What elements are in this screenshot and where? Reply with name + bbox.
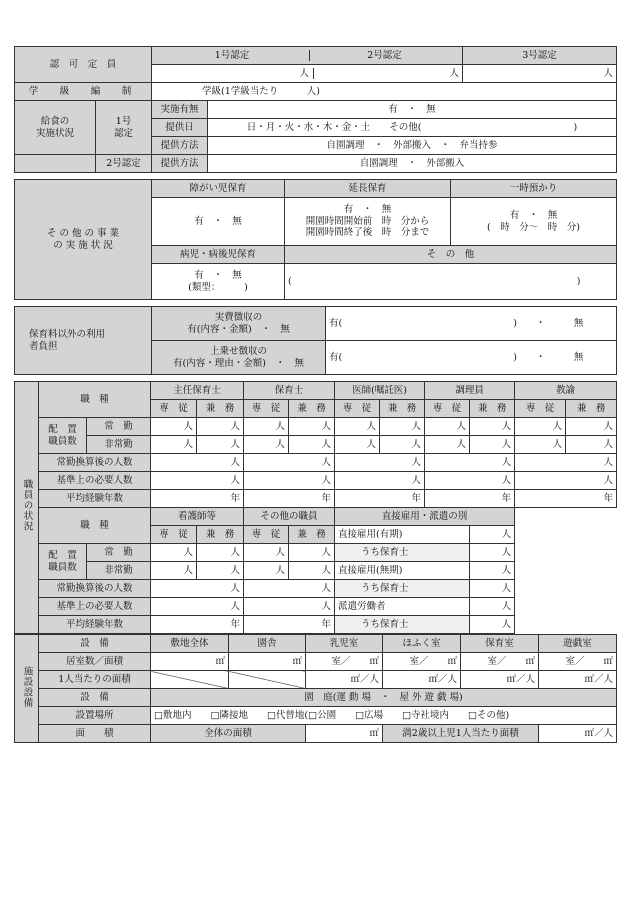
- meal-label: 給食の 実施状況: [15, 101, 96, 155]
- over2-area-label: 満2歳以上児1人当たり面積: [383, 725, 539, 743]
- extended-care-header: 延長保育: [285, 180, 451, 198]
- facility-col-header: 園舎: [229, 635, 306, 653]
- staff-total-unit: 人: [244, 454, 335, 472]
- sick-care-option: 有 ・ 無: [194, 269, 242, 281]
- direct-row-label: 直接雇用(有期): [335, 526, 470, 544]
- staff-total-unit: 人: [335, 454, 425, 472]
- avg-exp-unit: 年: [335, 490, 425, 508]
- dedicated-header: 専 従: [244, 526, 289, 544]
- staff-count-unit: 人: [289, 436, 335, 454]
- concurrent-header: 兼 務: [289, 400, 335, 418]
- other-services-table: [14, 179, 617, 300]
- disability-care-header: 障がい児保育: [152, 180, 285, 198]
- extra-fee-value: 有( ) ・ 無: [326, 341, 617, 375]
- staff-count-unit: 人: [566, 436, 617, 454]
- location-value: □敷地内 □隣接地 □代替地(□公園 □広場 □寺社境内 □その他): [151, 707, 617, 725]
- sick-care-value: [152, 264, 285, 300]
- others-header: そ の 他: [285, 246, 617, 264]
- staff-total-unit: 人: [244, 598, 335, 616]
- staff-total-unit: 人: [244, 472, 335, 490]
- dedicated-header: 専 従: [151, 526, 197, 544]
- staff-total-unit: 人: [515, 472, 617, 490]
- capacity-type2-unit: 人: [313, 68, 459, 80]
- total-area-label: 全体の面積: [151, 725, 306, 743]
- staff-count-unit: 人: [289, 562, 335, 580]
- meal-row-value: 有 ・ 無: [208, 101, 617, 119]
- capacity-type1-label: 1号認定: [214, 49, 250, 61]
- staff-count-unit: 人: [515, 436, 566, 454]
- equipment-label: 設 備: [39, 635, 151, 653]
- room-area-label: 居室数／面積: [39, 653, 151, 671]
- required-label: 基準上の必要人数: [39, 598, 151, 616]
- staff-count-unit: 人: [515, 418, 566, 436]
- capacity-type3-unit: 人: [463, 65, 617, 83]
- diagonal-cell: [229, 671, 306, 689]
- meal-row-label: 提供方法: [152, 137, 208, 155]
- dedicated-header: 専 従: [515, 400, 566, 418]
- building-area-unit: ㎡: [229, 653, 306, 671]
- staff-count-unit: 人: [289, 418, 335, 436]
- diagonal-cell: [151, 671, 229, 689]
- placement-label: 配 置 職員数: [39, 418, 87, 454]
- room-area-value: 室／ ㎡: [461, 653, 539, 671]
- equipment-label: 設 備: [39, 689, 151, 707]
- placement-label: 配 置 職員数: [39, 544, 87, 580]
- over2-area-unit: ㎡／人: [539, 725, 617, 743]
- staff-count-unit: 人: [244, 418, 289, 436]
- staff-count-unit: 人: [151, 418, 197, 436]
- avg-exp-unit: 年: [244, 490, 335, 508]
- room-area-value: 室／ ㎡: [306, 653, 383, 671]
- dedicated-header: 専 従: [425, 400, 470, 418]
- overview-table: [14, 46, 617, 173]
- staff-total-unit: 人: [151, 454, 244, 472]
- direct-row-unit: 人: [470, 580, 515, 598]
- concurrent-header: 兼 務: [470, 400, 515, 418]
- avg-exp-unit: 年: [515, 490, 617, 508]
- per-capita-value: ㎡／人: [539, 671, 617, 689]
- staff-total-unit: 人: [425, 454, 515, 472]
- direct-row-label: 直接雇用(無期): [335, 562, 470, 580]
- meal-row-value: 自園調理 ・ 外部搬入 ・ 弁当持参: [208, 137, 617, 155]
- job-header: その他の職員: [244, 508, 335, 526]
- job-header: 保育士: [244, 382, 335, 400]
- meal-type1-label: 1号 認定: [96, 101, 152, 155]
- facility-col-header: ほふく室: [383, 635, 461, 653]
- temporary-care-header: 一時預かり: [451, 180, 617, 198]
- direct-row-unit: 人: [470, 598, 515, 616]
- staff-count-unit: 人: [425, 436, 470, 454]
- total-area-unit: ㎡: [306, 725, 383, 743]
- concurrent-header: 兼 務: [197, 400, 244, 418]
- staff-count-unit: 人: [470, 418, 515, 436]
- job-type-label: 職 種: [39, 508, 151, 544]
- direct-employment-header: 直接雇用・派遣の別: [335, 508, 515, 526]
- disability-care-value: 有 ・ 無: [152, 198, 285, 246]
- area-label: 面 積: [39, 725, 151, 743]
- class-label: 学 級 編 制: [15, 83, 152, 101]
- direct-row-unit: 人: [470, 544, 515, 562]
- concurrent-header: 兼 務: [380, 400, 425, 418]
- staff-count-unit: 人: [197, 544, 244, 562]
- extended-care-option: 有 ・ 無: [343, 203, 392, 215]
- dedicated-header: 専 従: [151, 400, 197, 418]
- staff-count-unit: 人: [289, 544, 335, 562]
- concurrent-header: 兼 務: [566, 400, 617, 418]
- job-header: 教諭: [515, 382, 617, 400]
- extended-care-value: [285, 198, 451, 246]
- avg-exp-label: 平均経験年数: [39, 616, 151, 634]
- dedicated-header: 専 従: [244, 400, 289, 418]
- temporary-care-value: [451, 198, 617, 246]
- meal-label-cont: [15, 155, 96, 173]
- sick-care-type: (類型： ): [188, 281, 248, 293]
- avg-exp-unit: 年: [425, 490, 515, 508]
- room-area-value: 室／ ㎡: [383, 653, 461, 671]
- part-time-label: 非常勤: [87, 562, 151, 580]
- job-header: 看護師等: [151, 508, 244, 526]
- per-capita-label: 1人当たりの面積: [39, 671, 151, 689]
- concurrent-header: 兼 務: [289, 526, 335, 544]
- fees-table: [14, 306, 617, 375]
- site-area-unit: ㎡: [151, 653, 229, 671]
- fte-label: 常勤換算後の人数: [39, 454, 151, 472]
- per-capita-value: ㎡／人: [461, 671, 539, 689]
- other-services-label: そ の 他 の 事 業 の 実 施 状 況: [15, 180, 152, 300]
- meal-row-label: 提供日: [152, 119, 208, 137]
- part-time-label: 非常勤: [87, 436, 151, 454]
- job-header: 調理員: [425, 382, 515, 400]
- direct-row-label: うち保育士: [335, 544, 470, 562]
- yard-header: 園 庭(運 動 場 ・ 屋 外 遊 戯 場): [151, 689, 617, 707]
- capacity-values: [152, 65, 463, 83]
- per-capita-value: ㎡／人: [383, 671, 461, 689]
- staff-count-unit: 人: [244, 544, 289, 562]
- required-label: 基準上の必要人数: [39, 472, 151, 490]
- avg-exp-unit: 年: [151, 616, 244, 634]
- direct-row-label: うち保育士: [335, 616, 470, 634]
- job-header: 主任保育士: [151, 382, 244, 400]
- temporary-care-hours: ( 時 分〜 時 分): [487, 221, 580, 233]
- staff-total-unit: 人: [335, 472, 425, 490]
- staff-count-unit: 人: [335, 418, 380, 436]
- capacity-type1-header: [152, 47, 463, 65]
- extended-care-end: 開園時間終了後 時 分まで: [305, 227, 430, 239]
- direct-row-label: うち保育士: [335, 580, 470, 598]
- capacity-label: 認 可 定 員: [15, 47, 152, 83]
- actual-cost-value: 有( ) ・ 無: [326, 307, 617, 341]
- extra-fee-label: 上乗せ徴収の 有(内容・理由・金額) ・ 無: [152, 341, 326, 375]
- staff-count-unit: 人: [151, 562, 197, 580]
- staff-count-unit: 人: [197, 436, 244, 454]
- facility-col-header: 敷地全体: [151, 635, 229, 653]
- direct-row-unit: 人: [470, 562, 515, 580]
- avg-exp-unit: 年: [151, 490, 244, 508]
- staff-total-unit: 人: [515, 454, 617, 472]
- blank-area: [515, 508, 617, 634]
- dedicated-header: 専 従: [335, 400, 380, 418]
- job-type-label: 職 種: [39, 382, 151, 418]
- capacity-type3-label: 3号認定: [463, 47, 617, 65]
- direct-row-label: 派遣労働者: [335, 598, 470, 616]
- staff-section-label: 職員の状況: [15, 382, 39, 634]
- location-label: 設置場所: [39, 707, 151, 725]
- direct-row-unit: 人: [470, 526, 515, 544]
- staff-count-unit: 人: [244, 562, 289, 580]
- staff-count-unit: 人: [380, 436, 425, 454]
- facility-table: [14, 634, 617, 743]
- form-wrapper: [14, 46, 616, 743]
- temporary-care-option: 有 ・ 無: [509, 209, 558, 221]
- direct-row-unit: 人: [470, 616, 515, 634]
- full-time-label: 常 勤: [87, 418, 151, 436]
- capacity-type2-label: 2号認定: [309, 50, 459, 62]
- fte-label: 常勤換算後の人数: [39, 580, 151, 598]
- staff-table: [14, 381, 617, 634]
- meal-row-label: 実施有無: [152, 101, 208, 119]
- staff-count-unit: 人: [335, 436, 380, 454]
- staff-total-unit: 人: [425, 472, 515, 490]
- full-time-label: 常 勤: [87, 544, 151, 562]
- job-header: 医師(嘱託医): [335, 382, 425, 400]
- staff-count-unit: 人: [151, 544, 197, 562]
- concurrent-header: 兼 務: [197, 526, 244, 544]
- meal-type2-label: 2号認定: [96, 155, 152, 173]
- staff-count-unit: 人: [197, 418, 244, 436]
- facility-col-header: 遊戯室: [539, 635, 617, 653]
- staff-count-unit: 人: [566, 418, 617, 436]
- others-value: ( ): [285, 264, 617, 300]
- fees-label: 保育料以外の利用 者負担: [15, 307, 152, 375]
- meal-row-value: 自園調理 ・ 外部搬入: [208, 155, 617, 173]
- staff-total-unit: 人: [151, 598, 244, 616]
- staff-total-unit: 人: [151, 580, 244, 598]
- meal-row-label: 提供方法: [152, 155, 208, 173]
- per-capita-value: ㎡／人: [306, 671, 383, 689]
- class-value: 学級(1学級当たり 人): [152, 83, 617, 101]
- facility-col-header: 乳児室: [306, 635, 383, 653]
- staff-total-unit: 人: [151, 472, 244, 490]
- staff-count-unit: 人: [244, 436, 289, 454]
- staff-count-unit: 人: [380, 418, 425, 436]
- staff-count-unit: 人: [151, 436, 197, 454]
- actual-cost-label: 実費徴収の 有(内容・金額) ・ 無: [152, 307, 326, 341]
- facility-col-header: 保育室: [461, 635, 539, 653]
- facility-section-label: 施設設備: [15, 635, 39, 743]
- staff-count-unit: 人: [470, 436, 515, 454]
- meal-row-value: 日・月・火・水・木・金・土 その他( ): [208, 119, 617, 137]
- avg-exp-label: 平均経験年数: [39, 490, 151, 508]
- staff-count-unit: 人: [425, 418, 470, 436]
- room-area-value: 室／ ㎡: [539, 653, 617, 671]
- staff-total-unit: 人: [244, 580, 335, 598]
- capacity-type1-unit: 人: [299, 67, 310, 79]
- avg-exp-unit: 年: [244, 616, 335, 634]
- staff-count-unit: 人: [197, 562, 244, 580]
- sick-care-header: 病児・病後児保育: [152, 246, 285, 264]
- extended-care-start: 開園時間開始前 時 分から: [305, 215, 430, 227]
